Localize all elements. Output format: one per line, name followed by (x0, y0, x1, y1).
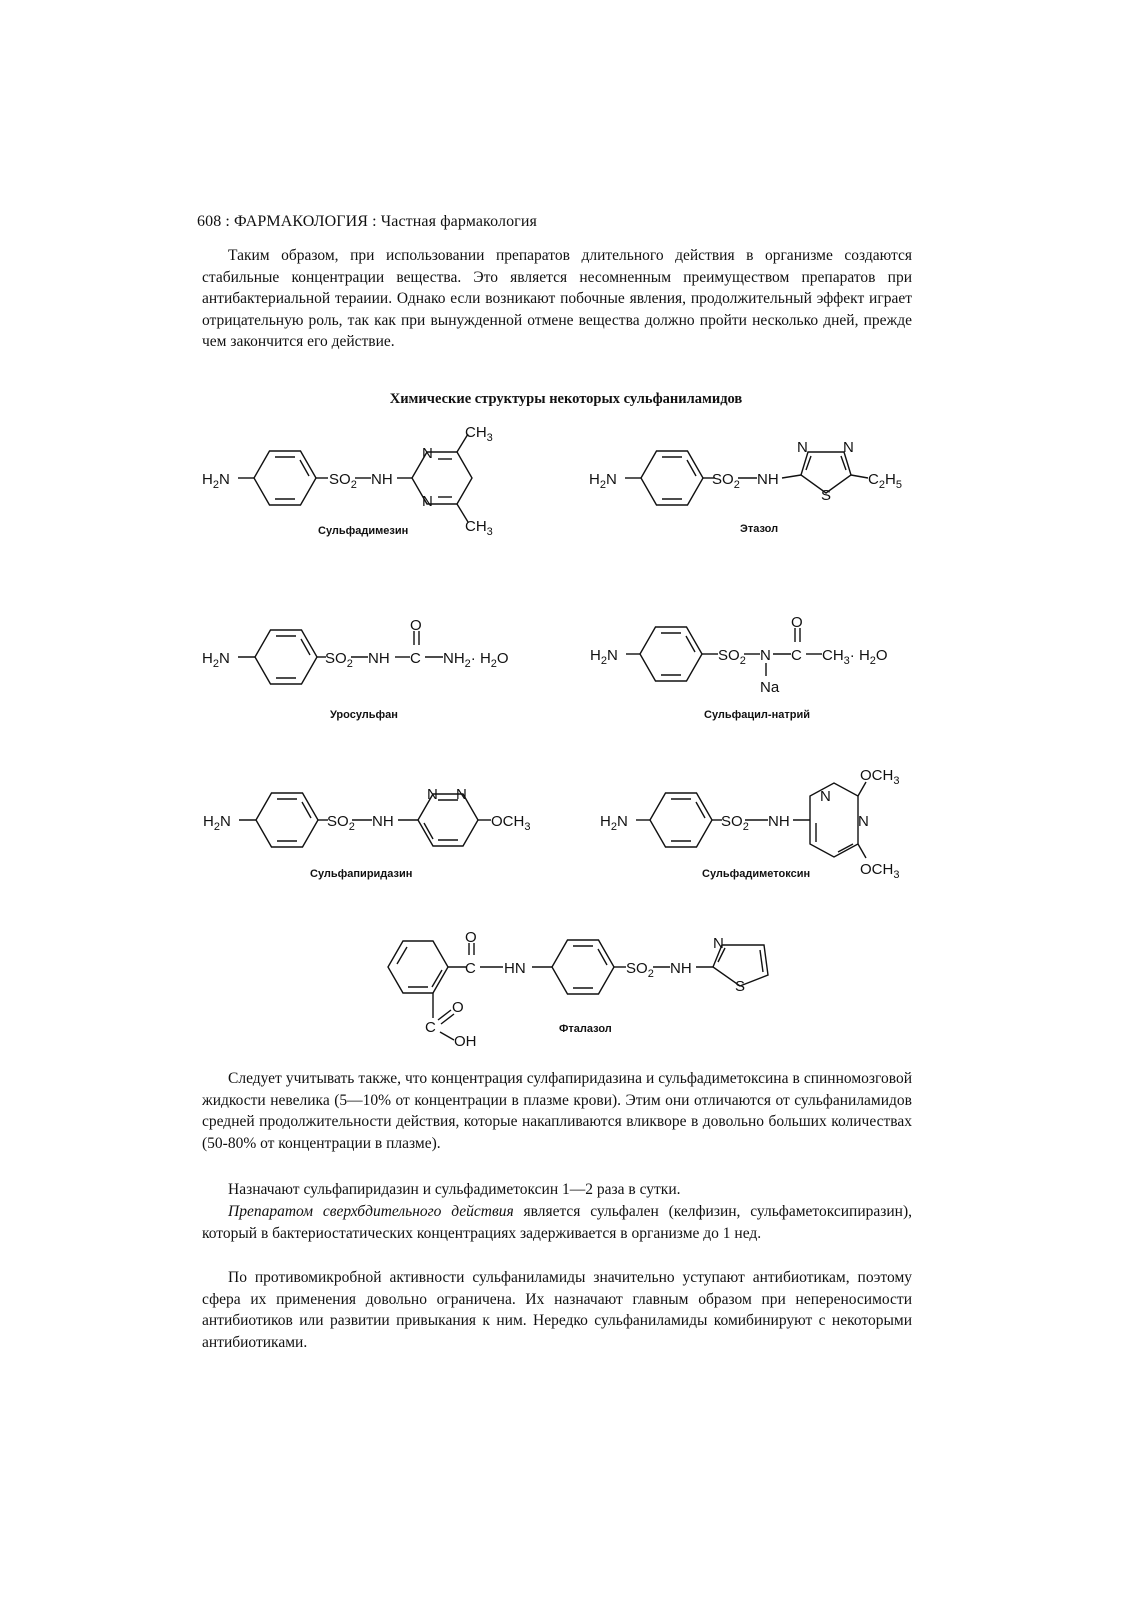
svg-text:SO2: $SO_2$ (327, 813, 355, 833)
structure-sulfapiridazin (203, 786, 530, 880)
caption-sulfadimetoksin: Сульфадиметоксин (702, 868, 811, 880)
svg-text:H2N: $H_2N$ (202, 471, 230, 491)
svg-text:N: N (843, 439, 854, 456)
svg-text:CH3: $CH_3$ (465, 518, 493, 538)
paragraph-3 (202, 1179, 912, 1201)
paragraph-2 (202, 1068, 912, 1154)
svg-text:HN: HN (504, 960, 526, 977)
svg-text:SO2: $SO_2$ (718, 647, 746, 667)
structure-urosulfan (202, 617, 509, 721)
svg-text:NH: NH (371, 471, 393, 488)
svg-text:NH2· H2O: $NH_2\cdot H_2O$ (443, 650, 509, 670)
running-head: 608 : ФАРМАКОЛОГИЯ : Частная фармакология (197, 213, 537, 230)
structure-sulfadimetoksin (600, 767, 899, 881)
svg-text:N: N (456, 786, 467, 803)
svg-text:SO2: $SO_2$ (712, 471, 740, 491)
structure-sulfacil-natriy (590, 614, 888, 721)
structure-ftalazol (388, 929, 768, 1050)
svg-text:SO2: $SO_2$ (626, 960, 654, 980)
svg-text:OCH3: $OCH_3$ (491, 813, 531, 833)
svg-text:O: O (465, 929, 477, 946)
paragraph-4-emphasis: Препаратом сверхбдительного действия (228, 1203, 514, 1220)
svg-text:C: C (791, 647, 802, 664)
svg-text:C2H5: $C_2H_5$ (868, 471, 902, 491)
svg-text:NH: NH (372, 813, 394, 830)
svg-text:S: S (821, 487, 832, 504)
svg-text:H2N: $H_2N$ (589, 471, 617, 491)
svg-text:NH: NH (368, 650, 390, 667)
svg-text:Na: Na (760, 679, 780, 696)
svg-text:N: N (858, 813, 869, 830)
caption-ftalazol: Фталазол (559, 1023, 612, 1035)
svg-text:N: N (422, 445, 433, 462)
svg-text:SO2: $SO_2$ (325, 650, 353, 670)
svg-text:OH: OH (454, 1033, 477, 1050)
caption-sulfacil-natriy: Сульфацил-натрий (704, 709, 810, 721)
svg-text:N: N (713, 935, 724, 952)
svg-text:H2N: $H_2N$ (202, 650, 230, 670)
structure-sulfadimezin (202, 424, 493, 538)
svg-text:N: N (427, 786, 438, 803)
caption-sulfadimezin: Сульфадимезин (318, 525, 409, 537)
svg-text:OCH3: $OCH_3$ (860, 767, 900, 787)
svg-text:OCH3: $OCH_3$ (860, 861, 900, 881)
svg-text:C: C (465, 960, 476, 977)
svg-text:H2N: $H_2N$ (600, 813, 628, 833)
svg-text:O: O (452, 999, 464, 1016)
figure-title: Химические структуры некоторых сульфаниламидов (389, 391, 743, 407)
paragraph-3-text: Назначают сульфапиридазин и сульфадиметоксин 1—2 раза в сутки. (228, 1181, 681, 1198)
svg-text:SO2: $SO_2$ (329, 471, 357, 491)
svg-text:C: C (425, 1019, 436, 1036)
paragraph-2-text: Следует учитывать также, что концентрация сулфапиридазина и сульфадиметоксина в спинномозговой жидкости невелика (5—10% от концентрации в плазме крови). Этим они отличаются от сульфаниламидов средней продолжительности действия, которые накапливаются вликворе в довольно больших количествах (50-80% от концентрации в плазме). (202, 1070, 912, 1152)
paragraph-5-text: По противомикробной активности сульфаниламиды значительно уступают антибиотикам, поэтому сфера их применения довольно ограничена. Их назначают главным образом при непереносимости антибиотиков или развитии привыкания к ним. Нередко сульфаниламиды комибинируют с некоторыми антибиотиками. (202, 1269, 912, 1351)
caption-etazol: Этазол (740, 523, 779, 535)
svg-text:CH3: $CH_3$ (465, 424, 493, 444)
paragraph-1-text: Таким образом, при использовании препаратов длительного действия в организме создаются стабильные концентрации вещества. Это является несомненным преимуществом препаратов при антибактериальной тераиии. Однако если возникают побочные явления, продолжительный эффект играет отрицательную роль, так как при вынужденной отмене вещества должно пройти несколько дней, прежде чем закончится его действие. (202, 247, 912, 351)
svg-text:H2N: $H_2N$ (590, 647, 618, 667)
svg-text:NH: NH (768, 813, 790, 830)
svg-text:O: O (410, 617, 422, 634)
svg-text:N: N (820, 788, 831, 805)
paragraph-4-text: является сульфален (келфизин, сульфаметоксипиразин), который в бактериостатических концентрациях задерживается в организме до 1 нед. (202, 1203, 912, 1242)
svg-text:C: C (410, 650, 421, 667)
structure-etazol (589, 439, 902, 535)
svg-text:NH: NH (670, 960, 692, 977)
svg-text:N: N (760, 647, 771, 664)
caption-sulfapiridazin: Сульфапиридазин (310, 868, 413, 880)
paragraph-5 (202, 1267, 912, 1353)
svg-text:S: S (735, 978, 746, 995)
caption-urosulfan: Уросульфан (330, 709, 398, 721)
svg-text:SO2: $SO_2$ (721, 813, 749, 833)
svg-text:O: O (791, 614, 803, 631)
svg-text:N: N (797, 439, 808, 456)
svg-text:CH3· H2O: $CH_3\cdot H_2O$ (822, 647, 888, 667)
svg-text:NH: NH (757, 471, 779, 488)
svg-text:H2N: $H_2N$ (203, 813, 231, 833)
svg-text:N: N (422, 493, 433, 510)
paragraph-4 (202, 1201, 912, 1244)
